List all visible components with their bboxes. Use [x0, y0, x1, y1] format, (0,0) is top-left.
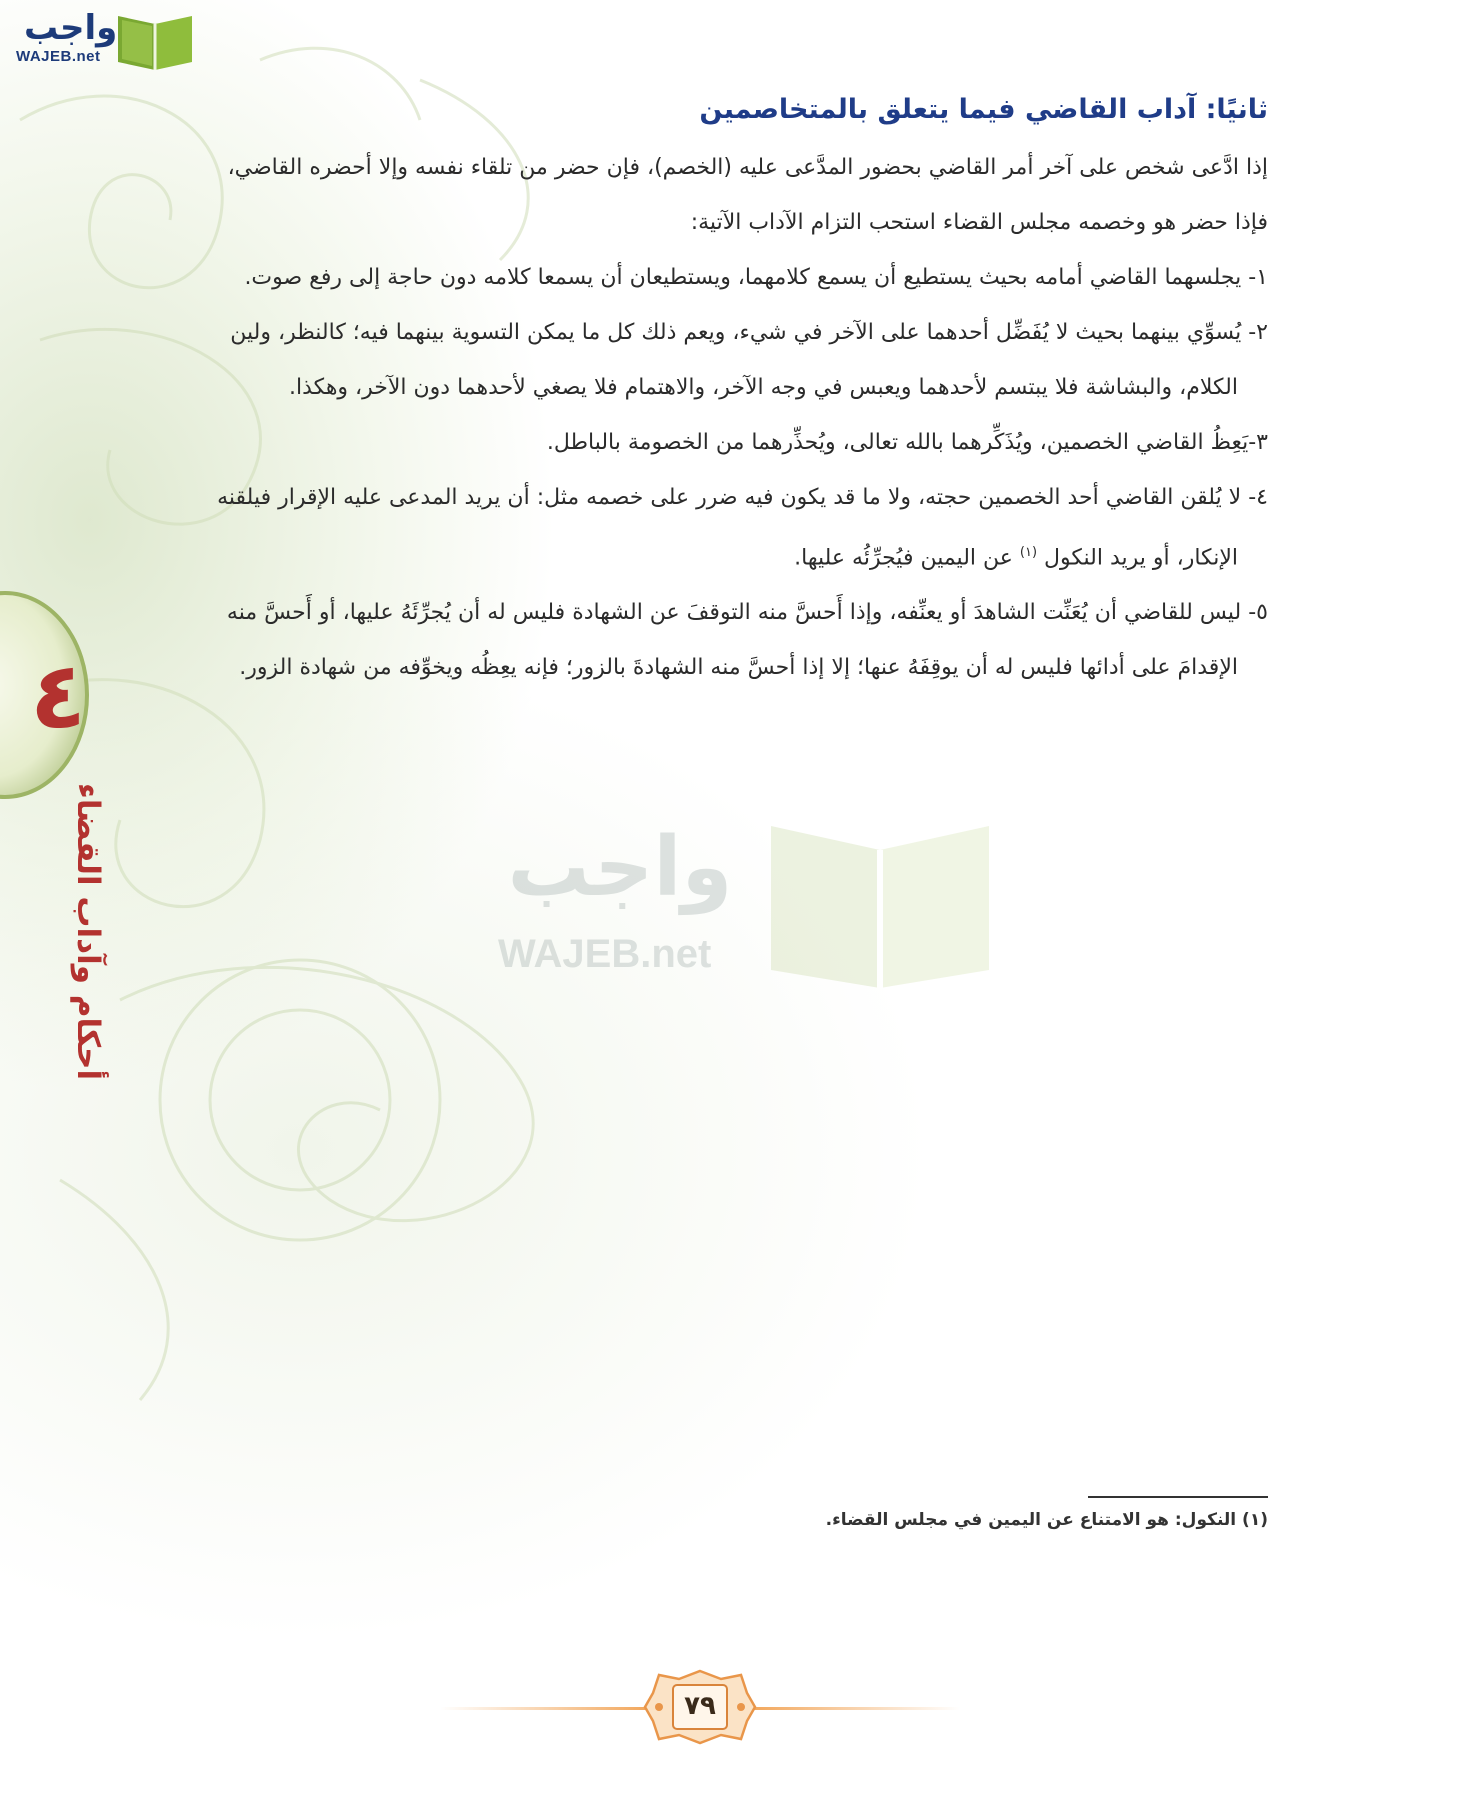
list-item-text: ٤- لا يُلقن القاضي أحد الخصمين حجته، ولا ما قد يكون فيه ضرر على خصمه مثل: أن يريد المدعى عليه الإقرار فيلقنه — [217, 485, 1268, 510]
logo-arabic-text: واجب — [24, 8, 118, 48]
list-item-continuation: الكلام، والبشاشة فلا يبتسم لأحدهما ويعبس في وجه الآخر، والاهتمام فلا يصغي لأحدهما دون الآخر، وهكذا. — [289, 375, 1238, 400]
list-item-text: ١- يجلسهما القاضي أمامه بحيث يستطيع أن يسمع كلامهما، ويستطيعان أن يسمعا كلامه دون حاجة إلى رفع صوت. — [244, 265, 1268, 290]
footer-rule-left — [440, 1707, 650, 1710]
list-item-1 — [140, 250, 1268, 305]
chapter-title: أحكام وآداب القضاء — [70, 782, 106, 1080]
list-item-continuation: الإقدامَ على أدائها فليس له أن يوقِفَهُ عنها؛ إلا إذا أحسَّ منه الشهادةَ بالزور؛ فإنه يعِظُه ويخوِّفه من شهادة الزور. — [239, 655, 1238, 681]
page-number: ٧٩ — [684, 1691, 716, 1721]
list-item-continuation — [140, 525, 1268, 585]
site-logo[interactable] — [10, 8, 190, 68]
footer-rule-right — [750, 1707, 960, 1710]
main-content — [140, 80, 1268, 695]
intro-line-2: فإذا حضر هو وخصمه مجلس القضاء استحب التزام الآداب الآتية: — [690, 210, 1268, 235]
list-item-text: ٥- ليس للقاضي أن يُعَنِّت الشاهدَ أو يعنِّفه، وإذا أَحسَّ منه التوقفَ عن الشهادة فليس له أن يُجرِّئَهُ عليها، أو أَحسَّ منه — [226, 600, 1268, 626]
logo-latin-text: WAJEB.net — [16, 48, 101, 65]
footnote-reference[interactable]: (١) — [1019, 545, 1038, 560]
intro-line-1: إذا ادَّعى شخص على آخر أمر القاضي بحضور المدَّعى عليه (الخصم)، فإن حضر من تلقاء نفسه وإلا أحضره القاضي، — [227, 155, 1268, 180]
list-item-text-after-footnote: عن اليمين فيُجرِّئُه عليها. — [794, 545, 1013, 571]
book-watermark-icon — [765, 820, 995, 990]
chapter-number: ٤ — [30, 642, 87, 749]
list-item-text: ٢- يُسوِّي بينهما بحيث لا يُفَضِّل أحدهما على الآخر في شيء، ويعم ذلك كل ما يمكن التسوية بينهما فيه؛ كالنظر، ولين — [230, 320, 1268, 345]
book-icon — [114, 12, 196, 72]
list-item-text: ٣-يَعِظُ القاضي الخصمين، ويُذَكِّرهما بالله تعالى، ويُحذِّرهما من الخصومة بالباطل. — [546, 430, 1268, 455]
list-item-2 — [140, 305, 1268, 415]
list-item-text-before-footnote: الإنكار، أو يريد النكول — [1044, 545, 1238, 571]
footnote: (١) النكول: هو الامتناع عن اليمين في مجلس القضاء. — [825, 1510, 1268, 1530]
watermark — [490, 820, 1010, 990]
watermark-latin-text: WAJEB.net — [498, 932, 712, 976]
footnote-divider — [1088, 1496, 1268, 1498]
list-item-5 — [140, 585, 1268, 695]
section-heading: ثانيًا: آداب القاضي فيما يتعلق بالمتخاصمين — [699, 94, 1268, 125]
watermark-arabic-text: واجب — [507, 820, 733, 915]
page-footer — [440, 1665, 960, 1745]
list-item-3 — [140, 415, 1268, 470]
list-item-4 — [140, 470, 1268, 585]
